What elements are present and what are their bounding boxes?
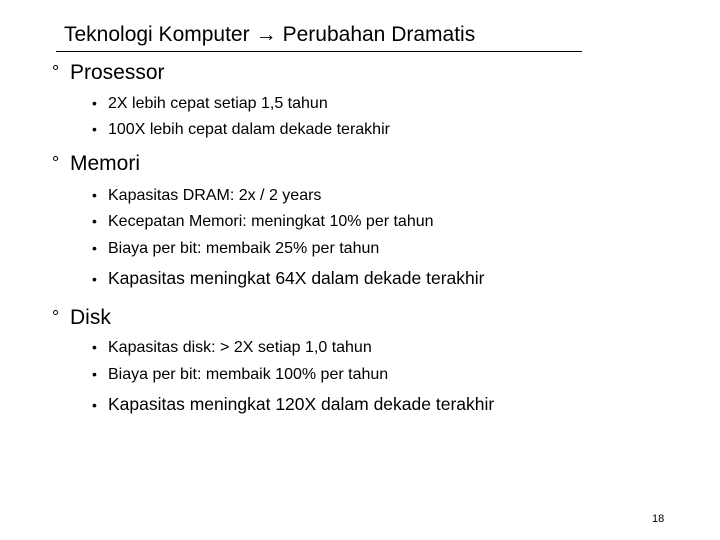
section-heading-label: Disk xyxy=(70,306,111,329)
list-item-text: 100X lebih cepat dalam dekade terakhir xyxy=(108,121,390,138)
page-number: 18 xyxy=(652,513,665,525)
title-left-text: Teknologi Komputer xyxy=(64,23,250,46)
title-underline xyxy=(56,51,582,52)
list-item-text: Kapasitas meningkat 120X dalam dekade terakhir xyxy=(108,394,495,414)
bullet-icon: • xyxy=(92,240,97,256)
list-item-text: Kapasitas disk: > 2X setiap 1,0 tahun xyxy=(108,339,372,356)
bullet-icon: • xyxy=(92,121,97,137)
section-heading-memori xyxy=(52,151,140,177)
title-right-text: Perubahan Dramatis xyxy=(282,23,476,46)
right-arrow-icon: → xyxy=(255,23,277,46)
bullet-icon: • xyxy=(92,366,97,382)
bullet-icon: • xyxy=(92,187,97,203)
list-item xyxy=(92,337,372,358)
list-item xyxy=(92,393,494,416)
degree-marker-icon: ° xyxy=(52,307,60,327)
bullet-icon: • xyxy=(92,213,97,229)
bullet-icon: • xyxy=(92,339,97,355)
list-item xyxy=(92,364,388,385)
bullet-icon: • xyxy=(92,271,97,287)
section-heading-label: Prosessor xyxy=(70,61,165,84)
list-item-text: Kapasitas meningkat 64X dalam dekade terakhir xyxy=(108,268,485,288)
list-item xyxy=(92,119,390,140)
bullet-icon: • xyxy=(92,95,97,111)
degree-marker-icon: ° xyxy=(52,153,60,173)
bullet-icon: • xyxy=(92,397,97,413)
list-item xyxy=(92,185,321,206)
section-heading-disk xyxy=(52,305,111,331)
section-heading-prosessor xyxy=(52,60,165,86)
list-item xyxy=(92,211,434,232)
list-item xyxy=(92,267,484,290)
degree-marker-icon: ° xyxy=(52,62,60,82)
list-item-text: Biaya per bit: membaik 100% per tahun xyxy=(108,366,389,383)
list-item xyxy=(92,238,379,259)
list-item-text: Kecepatan Memori: meningkat 10% per tahun xyxy=(108,213,434,230)
list-item xyxy=(92,93,328,114)
list-item-text: 2X lebih cepat setiap 1,5 tahun xyxy=(108,95,328,112)
list-item-text: Kapasitas DRAM: 2x / 2 years xyxy=(108,187,322,204)
section-heading-label: Memori xyxy=(70,152,141,175)
slide-title xyxy=(64,22,475,48)
list-item-text: Biaya per bit: membaik 25% per tahun xyxy=(108,240,380,257)
